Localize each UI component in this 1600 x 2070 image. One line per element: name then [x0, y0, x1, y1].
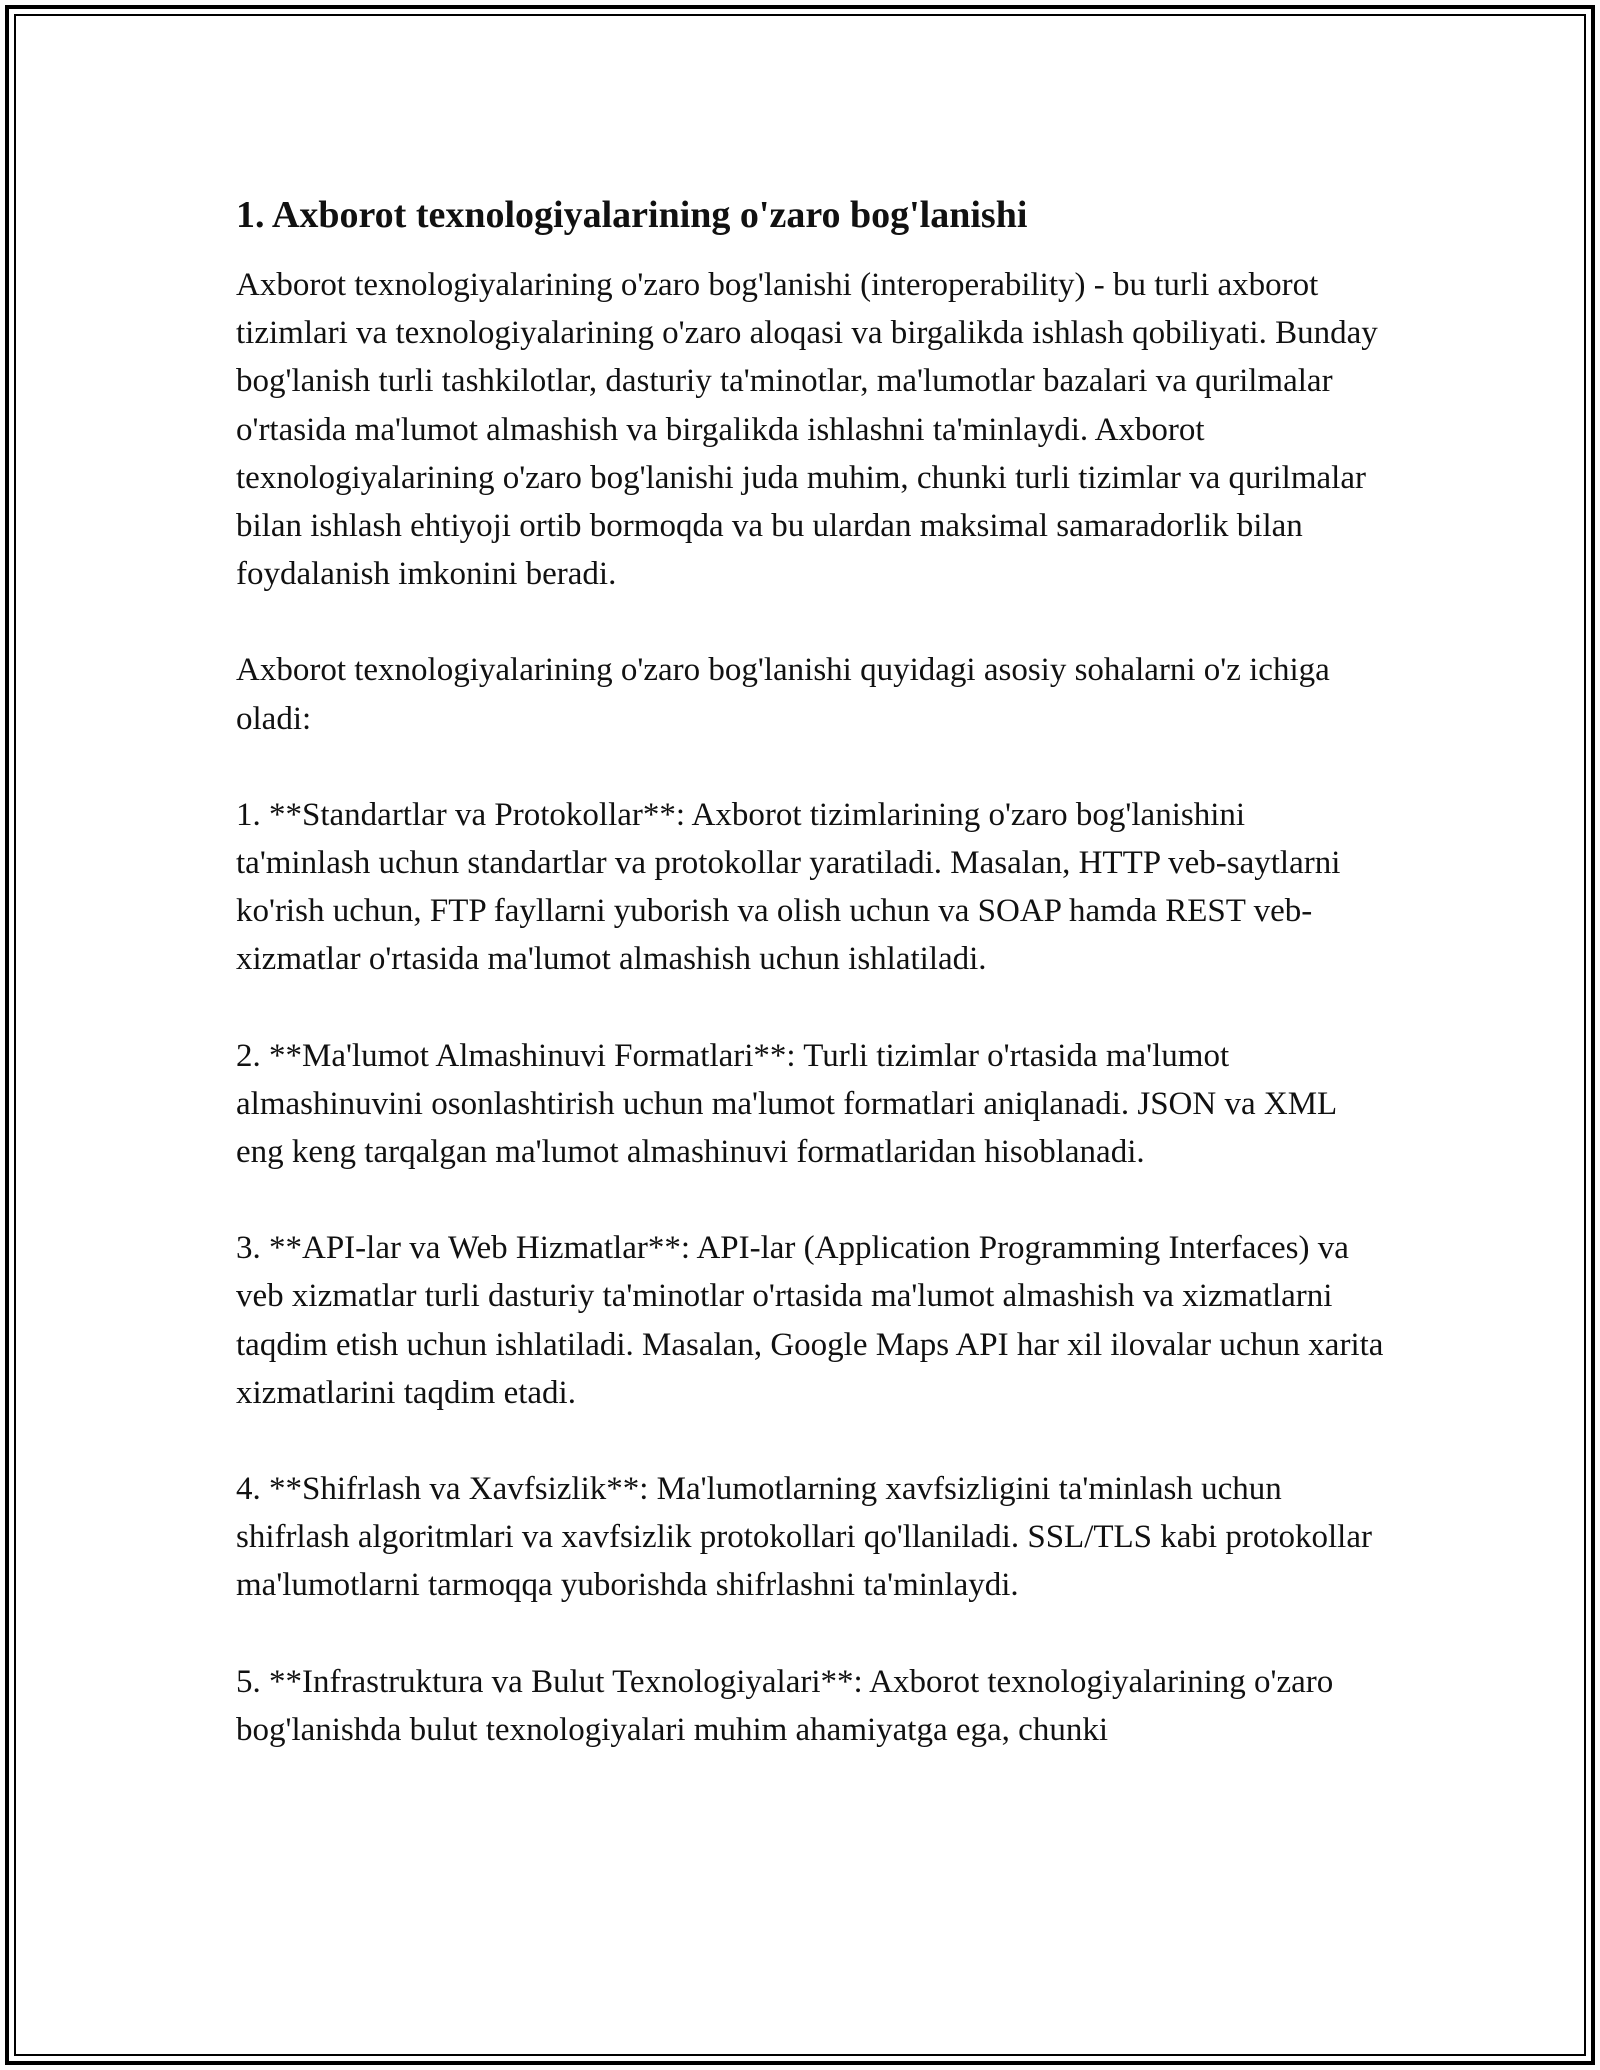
document-body: [236, 185, 1386, 1754]
paragraph-spacer: [236, 743, 1386, 791]
paragraph-spacer: [236, 1176, 1386, 1224]
areas-intro-paragraph: Axborot texnologiyalarining o'zaro bog'lanishi quyidagi asosiy sohalarni o'z ichiga oladi:: [236, 652, 1330, 737]
paragraph-spacer: [236, 1610, 1386, 1658]
paragraph-spacer: [236, 984, 1386, 1032]
paragraph-spacer: [236, 1417, 1386, 1465]
list-item-apis: 3. **API-lar va Web Hizmatlar**: API-lar (Application Programming Interfaces) va veb xizmatlar turli dasturiy ta'minotlar o'rtasida ma'lumot almashish va xizmatlarni taqdim etish uchun ishlatiladi. Masalan, Google Maps API har xil ilovalar uchun xarita xizmatlarini taqdim etadi.: [236, 1230, 1384, 1411]
intro-paragraph: Axborot texnologiyalarining o'zaro bog'lanishi (interoperability) - bu turli axborot tizimlari va texnologiyalarining o'zaro aloqasi va birgalikda ishlash qobiliyati. Bunday bog'lanish turli tashkilotlar, dasturiy ta'minotlar, ma'lumotlar bazalari va qurilmalar o'rtasida ma'lumot almashish va birgalikda ishlashni ta'minlaydi. Axborot texnologiyalarining o'zaro bog'lanishi juda muhim, chunki turli tizimlar va qurilmalar bilan ishlash ehtiyoji ortib bormoqda va bu ulardan maksimal samaradorlik bilan foydalanish imkonini beradi.: [236, 267, 1378, 593]
list-item-standards: 1. **Standartlar va Protokollar**: Axborot tizimlarining o'zaro bog'lanishini ta'minlash uchun standartlar va protokollar yaratiladi. Masalan, HTTP veb-saytlarni ko'rish uchun, FTP fayllarni yuborish va olish uchun va SOAP hamda REST veb-xizmatlar o'rtasida ma'lumot almashish uchun ishlatiladi.: [236, 796, 1341, 978]
section-heading: 1. Axborot texnologiyalarining o'zaro bog'lanishi: [236, 194, 1028, 236]
list-item-security: 4. **Shifrlash va Xavfsizlik**: Ma'lumotlarning xavfsizligini ta'minlash uchun shifrlash algoritmlari va xavfsizlik protokollari qo'llaniladi. SSL/TLS kabi protokollar ma'lumotlarni tarmoqqa yuborishda shifrlashni ta'minlaydi.: [236, 1471, 1372, 1604]
list-item-data-formats: 2. **Ma'lumot Almashinuvi Formatlari**: Turli tizimlar o'rtasida ma'lumot almashinuvini osonlashtirish uchun ma'lumot formatlari aniqlanadi. JSON va XML eng keng tarqalgan ma'lumot almashinuvi formatlaridan hisoblanadi.: [236, 1037, 1336, 1171]
paragraph-spacer: [236, 598, 1386, 646]
list-item-infrastructure: 5. **Infrastruktura va Bulut Texnologiyalari**: Axborot texnologiyalarining o'zaro bog'lanishda bulut texnologiyalari muhim ahamiyatga ega, chunki: [236, 1663, 1334, 1748]
